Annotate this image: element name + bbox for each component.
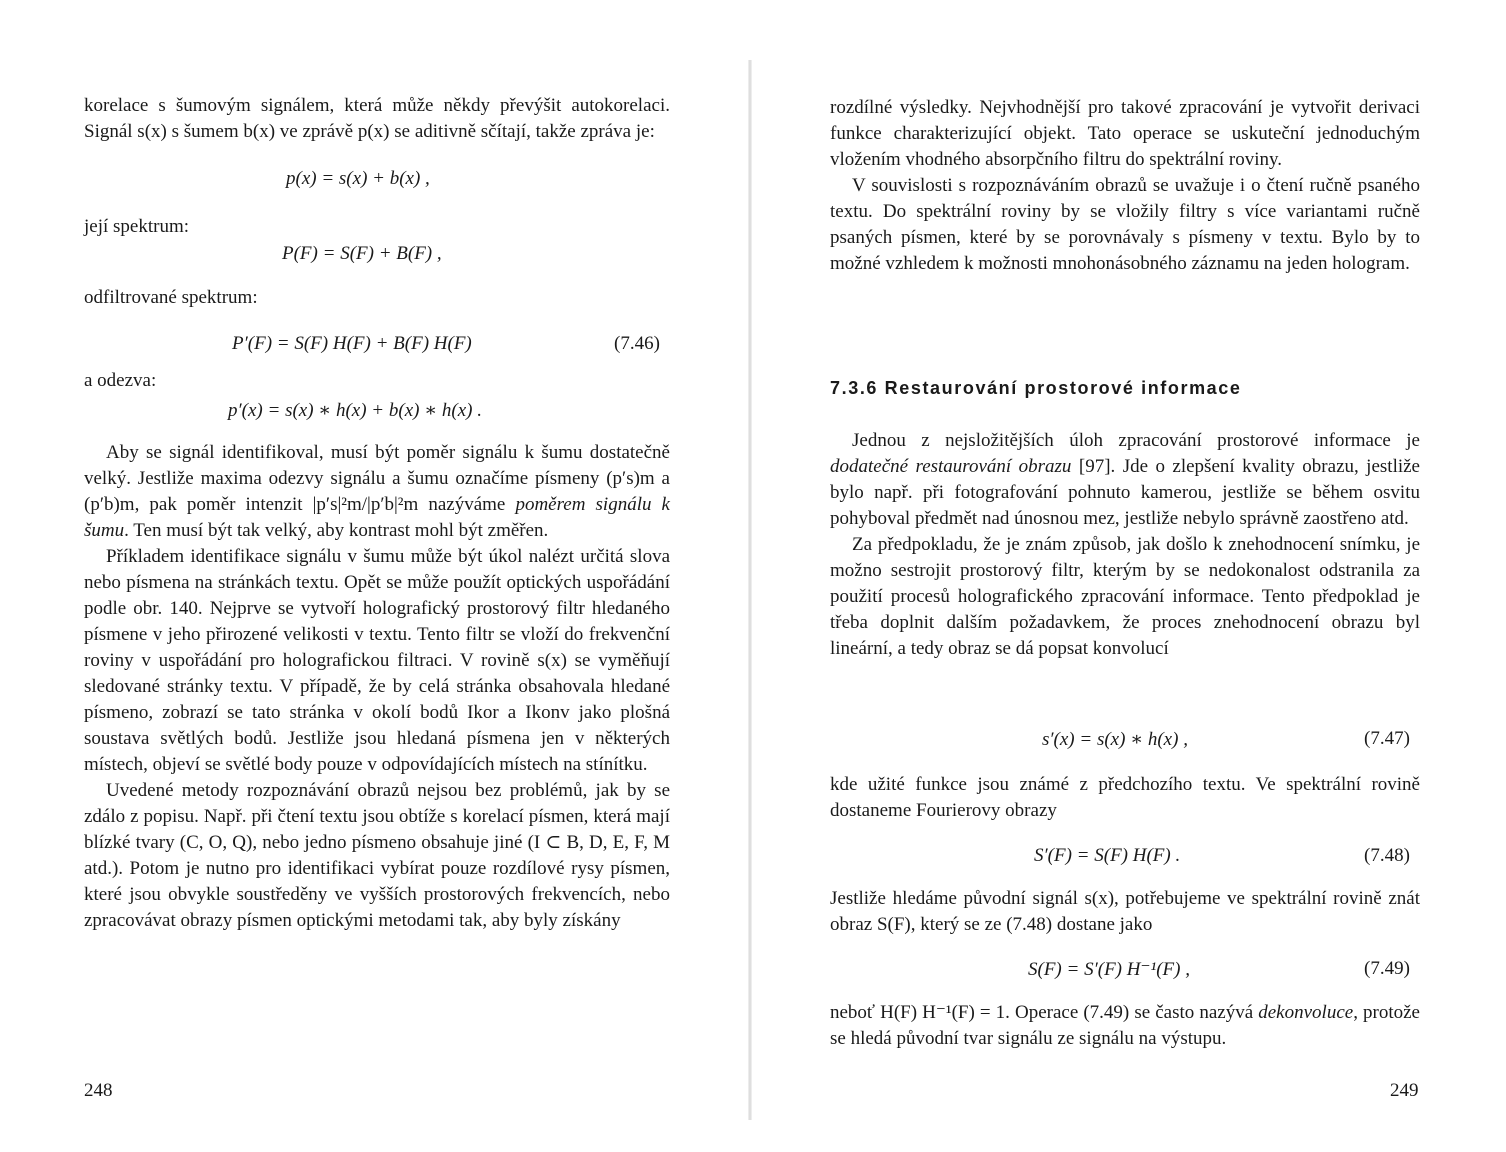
paragraph-fourier-block bbox=[830, 772, 1420, 824]
body-text-right-middle bbox=[830, 428, 1420, 662]
para1-start: Aby se signál identifikoval, musí být poměr signálu k šumu dostatečně velký. Jestliže maxima odezvy signálu a šumu označíme písmeny (p′s)m a (p′b)m, pak poměr intenzit |p′s|²m/|p′b|²m nazýváme bbox=[84, 442, 670, 515]
para3-start: Jednou z nejsložitějších úloh zpracování prostorové informace je bbox=[852, 430, 1420, 451]
paragraph-recognition-problems: Uvedené metody rozpoznávání obrazů nejsou bez problémů, jak by se zdálo z popisu. Např. při čtení textu jsou obtíže s korelací písmen, která mají blízké tvary (C, O, Q), nebo jedno písmeno obsahuje jiné (I ⊂ B, D, E, F, M atd.). Potom je nutno pro identifikaci vybírat pouze rozdílové rysy písmen, které jsou obvykle soustředěny ve vyšších prostorových frekvencích, nebo zpracovávat obrazy písmen optickými metodami tak, aby byly získány bbox=[84, 780, 670, 931]
label-filtered-spectrum: odfiltrované spektrum: bbox=[84, 287, 258, 308]
equation-7-47: s′(x) = s(x) ∗ h(x) , bbox=[1042, 729, 1188, 750]
right-page bbox=[752, 0, 1506, 1152]
paragraph-restoration bbox=[830, 428, 1420, 532]
intro-text: korelace s šumovým signálem, která může někdy převýšit autokorelaci. Signál s(x) s šumem b(x) ve zprávě p(x) se aditivně sčítají, takže zpráva je: bbox=[84, 95, 670, 142]
paragraph-original-signal: Jestliže hledáme původní signál s(x), potřebujeme ve spektrální rovině znát obraz S(F), který se ze (7.48) dostane jako bbox=[830, 888, 1420, 935]
page-number-right: 249 bbox=[1390, 1080, 1419, 1101]
para7-end: , protože se hledá původní tvar signálu ze signálu na výstupu. bbox=[830, 1002, 1420, 1049]
page-number-left: 248 bbox=[84, 1080, 113, 1101]
paragraph-signal-to-noise bbox=[84, 440, 670, 544]
para7-emphasis: dekonvoluce bbox=[1258, 1002, 1354, 1023]
paragraph-deconvolution bbox=[830, 1000, 1420, 1052]
para1-end: . Ten musí být tak velký, aby kontrast mohl být změřen. bbox=[124, 520, 549, 541]
paragraph-identification-example: Příkladem identifikace signálu v šumu může být úkol nalézt určitá slova nebo písmena na stránkách textu. Opět se může použít optických uspořádání podle obr. 140. Nejprve se vytvoří holografický prostorový filtr hledaného písmene v jeho přirozené velikosti v textu. Tento filtr se vloží do frekvenční roviny v uspořádání pro holografickou filtraci. V rovině s(x) se vyměňují sledované stránky textu. V případě, že by celá stránka obsahovala hledané písmeno, zobrazí se tato stránka v okolí bodů Ikor a Ikonv jako plošná soustava světlých bodů. Jestliže jsou hledaná písmena jen v některých místech, objeví se světlé body pouze v odpovídajících místech na stínítku. bbox=[84, 546, 670, 775]
para1-emphasis: poměrem signálu k šumu bbox=[84, 494, 670, 541]
equation-message: p(x) = s(x) + b(x) , bbox=[286, 168, 430, 189]
label-spectrum: její spektrum: bbox=[84, 216, 190, 237]
equation-filtered-spectrum: P′(F) = S(F) H(F) + B(F) H(F) bbox=[232, 333, 472, 354]
paragraph-original-signal-block bbox=[830, 886, 1420, 938]
equation-number-7-47: (7.47) bbox=[1364, 728, 1410, 749]
paragraph-derivative: rozdílné výsledky. Nejvhodnější pro takové zpracování je vytvořit derivaci funkce charakterizující objekt. Tato operace se uskuteční jednoduchým vložením vhodného absorpčního filtru do spektrální roviny. bbox=[830, 97, 1420, 170]
body-text-right-top bbox=[830, 95, 1420, 277]
left-page bbox=[0, 0, 750, 1152]
equation-response: p′(x) = s(x) ∗ h(x) + b(x) ∗ h(x) . bbox=[228, 400, 482, 421]
paragraph-fourier: kde užité funkce jsou známé z předchozího textu. Ve spektrální rovině dostaneme Fourierovy obrazy bbox=[830, 774, 1420, 821]
equation-spectrum: P(F) = S(F) + B(F) , bbox=[282, 243, 442, 264]
equation-number-7-48: (7.48) bbox=[1364, 845, 1410, 866]
equation-number-7-46: (7.46) bbox=[614, 333, 660, 354]
intro-paragraph bbox=[84, 93, 670, 145]
label-response: a odezva: bbox=[84, 370, 157, 391]
section-heading: 7.3.6 Restaurování prostorové informace bbox=[830, 378, 1242, 398]
equation-7-49: S(F) = S′(F) H⁻¹(F) , bbox=[1028, 959, 1190, 980]
equation-number-7-49: (7.49) bbox=[1364, 958, 1410, 979]
paragraph-handwriting: V souvislosti s rozpoznáváním obrazů se uvažuje i o čtení ručně psaného textu. Do spektrální roviny by se vložily filtry s více variantami ručně psaných písmen, které by se porovnávaly s písmeny v textu. Bylo by to možné vzhledem k možnosti mnohonásobného záznamu na jeden hologram. bbox=[830, 175, 1420, 274]
para7-start: neboť H(F) H⁻¹(F) = 1. Operace (7.49) se často nazývá bbox=[830, 1002, 1259, 1023]
paragraph-assumption: Za předpokladu, že je znám způsob, jak došlo k znehodnocení snímku, je možno sestrojit prostorový filtr, kterým by se nedokonalost odstranila za použití procesů holografického zpracování informace. Tento předpoklad je třeba doplnit dalším požadavkem, že proces znehodnocení obrazu byl lineární, a tedy obraz se dá popsat konvolucí bbox=[830, 534, 1420, 659]
para3-emphasis: dodatečné restaurování obrazu bbox=[830, 456, 1072, 477]
equation-7-48: S′(F) = S(F) H(F) . bbox=[1034, 845, 1181, 866]
body-text-left bbox=[84, 440, 670, 934]
para3-end: [97]. Jde o zlepšení kvality obrazu, jestliže bylo např. při fotografování pohnuto kamerou, jestliže se během osvitu pohyboval předmět nad únosnou mez, jestliže nebylo správně zaostřeno atd. bbox=[830, 456, 1420, 529]
paragraph-deconvolution-block bbox=[830, 1000, 1420, 1052]
